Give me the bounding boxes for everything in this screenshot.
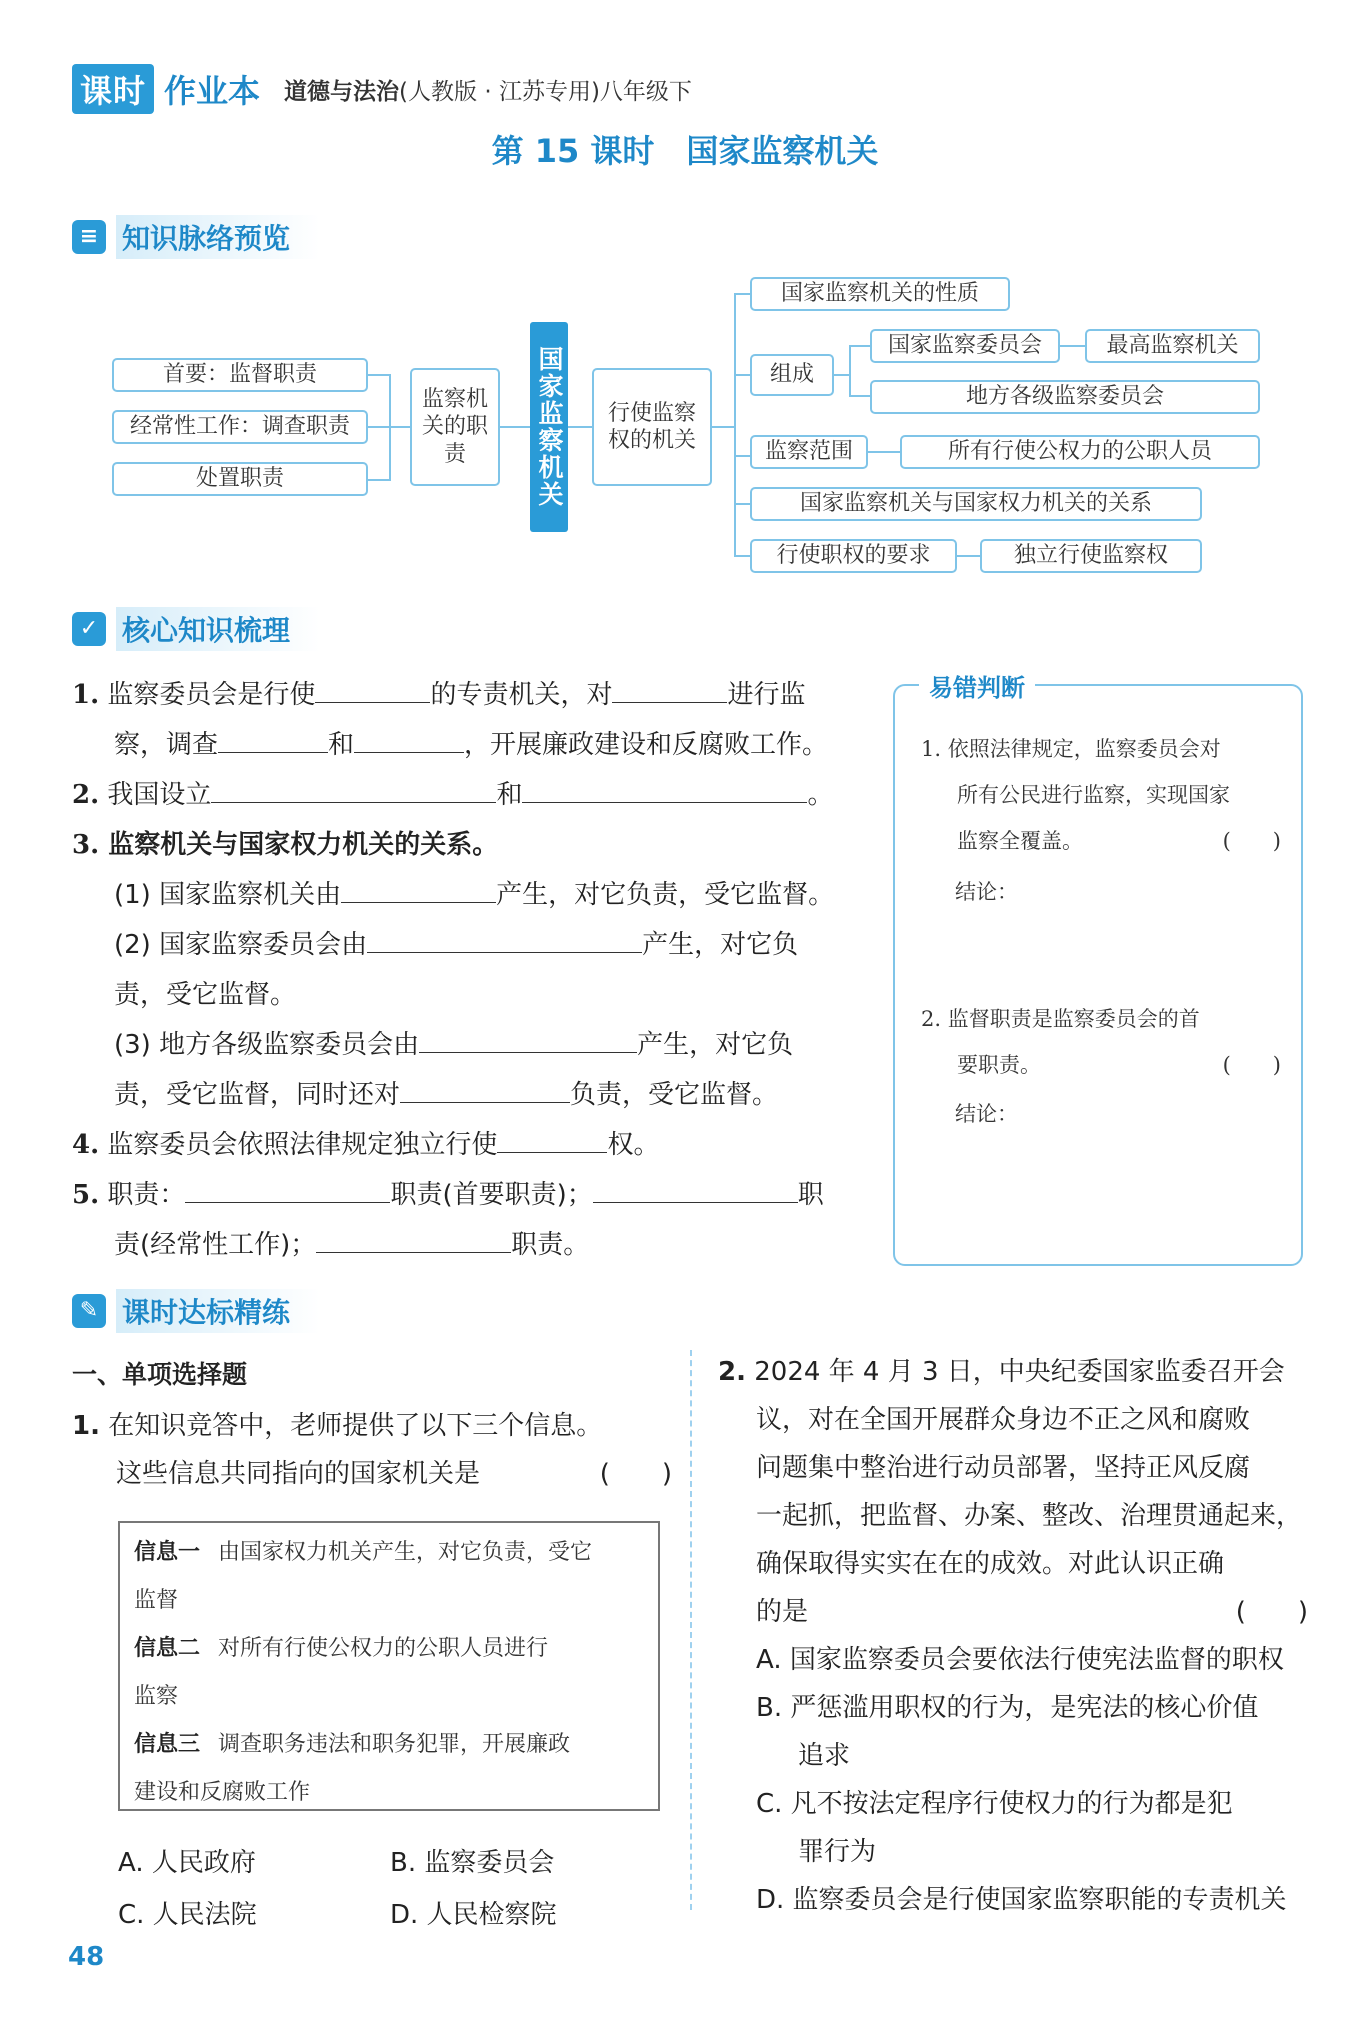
- scope-detail: 所有行使公权力的公职人员: [900, 435, 1260, 469]
- national-committee: 国家监察委员会: [870, 329, 1060, 363]
- practice-q1: 1. 在知识竞答中，老师提供了以下三个信息。 这些信息共同指向的国家机关是 ( ): [72, 1402, 672, 1498]
- answer-paren[interactable]: ( ): [599, 1459, 672, 1489]
- blank[interactable]: [315, 672, 430, 703]
- duty-investigation: 经常性工作：调查职责: [112, 410, 368, 444]
- q2-option-c[interactable]: C. 凡不按法定程序行使权力的行为都是犯: [756, 1789, 1233, 1819]
- blank[interactable]: [612, 672, 727, 703]
- info-box: 信息一 由国家权力机关产生，对它负责，受它 监督 信息二 对所有行使公权力的公职人员进行 监察 信息三 调查职务违法和职务犯罪，开展廉政 建设和反腐败工作: [118, 1521, 660, 1811]
- option-c[interactable]: C. 人民法院: [118, 1900, 257, 1930]
- section-label: 知识脉络预览: [116, 215, 320, 259]
- core-q2: 2. 我国设立 和 。: [72, 770, 872, 820]
- answer-paren[interactable]: ( ): [1222, 1053, 1281, 1077]
- core-q3-1: (1) 国家监察机关由 产生，对它负责，受它监督。: [114, 870, 874, 920]
- error-judgement-box: [893, 674, 1303, 1266]
- option-a[interactable]: A. 人民政府: [118, 1848, 256, 1878]
- blank[interactable]: [185, 1172, 390, 1203]
- blank[interactable]: [341, 872, 496, 903]
- practice-q2: 2. 2024 年 4 月 3 日，中央纪委国家监委召开会 议，对在全国开展群众身边不正之风和腐败 问题集中整治进行动员部署，坚持正风反腐 一起抓，把监督、办案、整改、治理贯通起来， 确保取得实实在在的成效。对此认识正确 的是 ( ) A. 国家监察委员会要依法行使宪法监督的职权 B. 严惩滥用职权的行为，是宪法的核心价值 追求 C. 凡不按法定程序行使权力的行为都是犯 罪行为 D. 监察委员会是行使国家监察职能的专责机关: [718, 1348, 1308, 1924]
- answer-paren[interactable]: ( ): [1222, 829, 1281, 853]
- section-practice: [72, 1290, 320, 1332]
- checkbox-icon: ✓: [72, 612, 106, 646]
- section-core-knowledge: [72, 608, 320, 650]
- pencil-icon: ✎: [72, 1294, 106, 1328]
- core-q3-2-cont: 责，受它监督。: [114, 980, 297, 1010]
- local-committees: 地方各级监察委员会: [870, 380, 1260, 414]
- brand-logo: 课时: [72, 64, 154, 114]
- core-q4: 4. 监察委员会依照法律规定独立行使 权。: [72, 1120, 872, 1170]
- core-q3-3: (3) 地方各级监察委员会由 产生，对它负: [114, 1020, 874, 1070]
- q2-option-d[interactable]: D. 监察委员会是行使国家监察职能的专责机关: [756, 1885, 1287, 1915]
- branch-scope: 监察范围: [750, 435, 868, 469]
- blank[interactable]: [218, 722, 328, 753]
- blank[interactable]: [354, 722, 464, 753]
- section-label: 课时达标精练: [116, 1289, 320, 1333]
- edition: (人教版 · 江苏专用)八年级下: [399, 78, 692, 105]
- blank[interactable]: [400, 1072, 570, 1103]
- blank[interactable]: [522, 772, 807, 803]
- option-d[interactable]: D. 人民检察院: [390, 1900, 557, 1930]
- book-name: 作业本: [164, 72, 261, 110]
- blank[interactable]: [211, 772, 496, 803]
- column-divider: [690, 1350, 692, 1910]
- info-1: 信息一 由国家权力机关产生，对它负责，受它: [134, 1540, 593, 1565]
- core-q3-2: (2) 国家监察委员会由 产生，对它负: [114, 920, 874, 970]
- info-3: 信息三 调查职务违法和职务犯罪，开展廉政: [134, 1732, 571, 1757]
- q2-option-a[interactable]: A. 国家监察委员会要依法行使宪法监督的职权: [756, 1645, 1284, 1675]
- blank[interactable]: [316, 1222, 511, 1253]
- core-q3-3-cont: 责，受它监督，同时还对 负责，受它监督。: [114, 1070, 874, 1120]
- core-q5: 5. 职责： 职责(首要职责)； 职: [72, 1170, 872, 1220]
- error-conclusion-1: 结论：: [955, 880, 1018, 904]
- duty-supervision: 首要：监督职责: [112, 358, 368, 392]
- core-q1: 1. 监察委员会是行使 的专责机关，对 进行监: [72, 670, 862, 720]
- branch-requirement: 行使职权的要求: [750, 539, 957, 573]
- branch-nature: 国家监察机关的性质: [750, 277, 1010, 311]
- section-label: 核心知识梳理: [116, 607, 320, 651]
- blank[interactable]: [367, 922, 642, 953]
- right-group-organ: 行使监察权的机关: [592, 368, 712, 486]
- lesson-title: 第 15 课时 国家监察机关: [491, 132, 879, 170]
- blank[interactable]: [419, 1022, 637, 1053]
- blank[interactable]: [497, 1122, 607, 1153]
- answer-paren[interactable]: ( ): [1235, 1597, 1308, 1627]
- page-number: 48: [68, 1942, 105, 1972]
- core-q1-cont: 察，调查 和 ，开展廉政建设和反腐败工作。: [114, 720, 874, 770]
- core-q5-cont: 责(经常性工作)； 职责。: [114, 1220, 874, 1270]
- error-item-2: 2. 监督职责是监察委员会的首 要职责。 ( ): [921, 996, 1281, 1088]
- center-node: 国家监察机关: [530, 322, 568, 532]
- requirement-detail: 独立行使监察权: [980, 539, 1202, 573]
- layers-icon: ≡: [72, 220, 106, 254]
- info-2: 信息二 对所有行使公权力的公职人员进行: [134, 1636, 549, 1661]
- blank[interactable]: [593, 1172, 798, 1203]
- core-q3-title: 3. 监察机关与国家权力机关的关系。: [72, 830, 499, 860]
- branch-composition: 组成: [750, 354, 834, 396]
- option-b[interactable]: B. 监察委员会: [390, 1848, 555, 1878]
- error-judgement-title: 易错判断: [919, 668, 1035, 703]
- left-group-duties: 监察机关的职责: [410, 368, 500, 486]
- subject: 道德与法治: [284, 78, 400, 105]
- branch-relation: 国家监察机关与国家权力机关的关系: [750, 487, 1202, 521]
- duty-disposal: 处置职责: [112, 462, 368, 496]
- q2-option-b[interactable]: B. 严惩滥用职权的行为，是宪法的核心价值: [756, 1693, 1259, 1723]
- part-title: 一、单项选择题: [72, 1360, 248, 1389]
- highest-organ: 最高监察机关: [1085, 329, 1260, 363]
- error-item-1: 1. 依照法律规定，监察委员会对 所有公民进行监察，实现国家 监察全覆盖。 ( ): [921, 726, 1281, 864]
- error-conclusion-2: 结论：: [955, 1102, 1018, 1126]
